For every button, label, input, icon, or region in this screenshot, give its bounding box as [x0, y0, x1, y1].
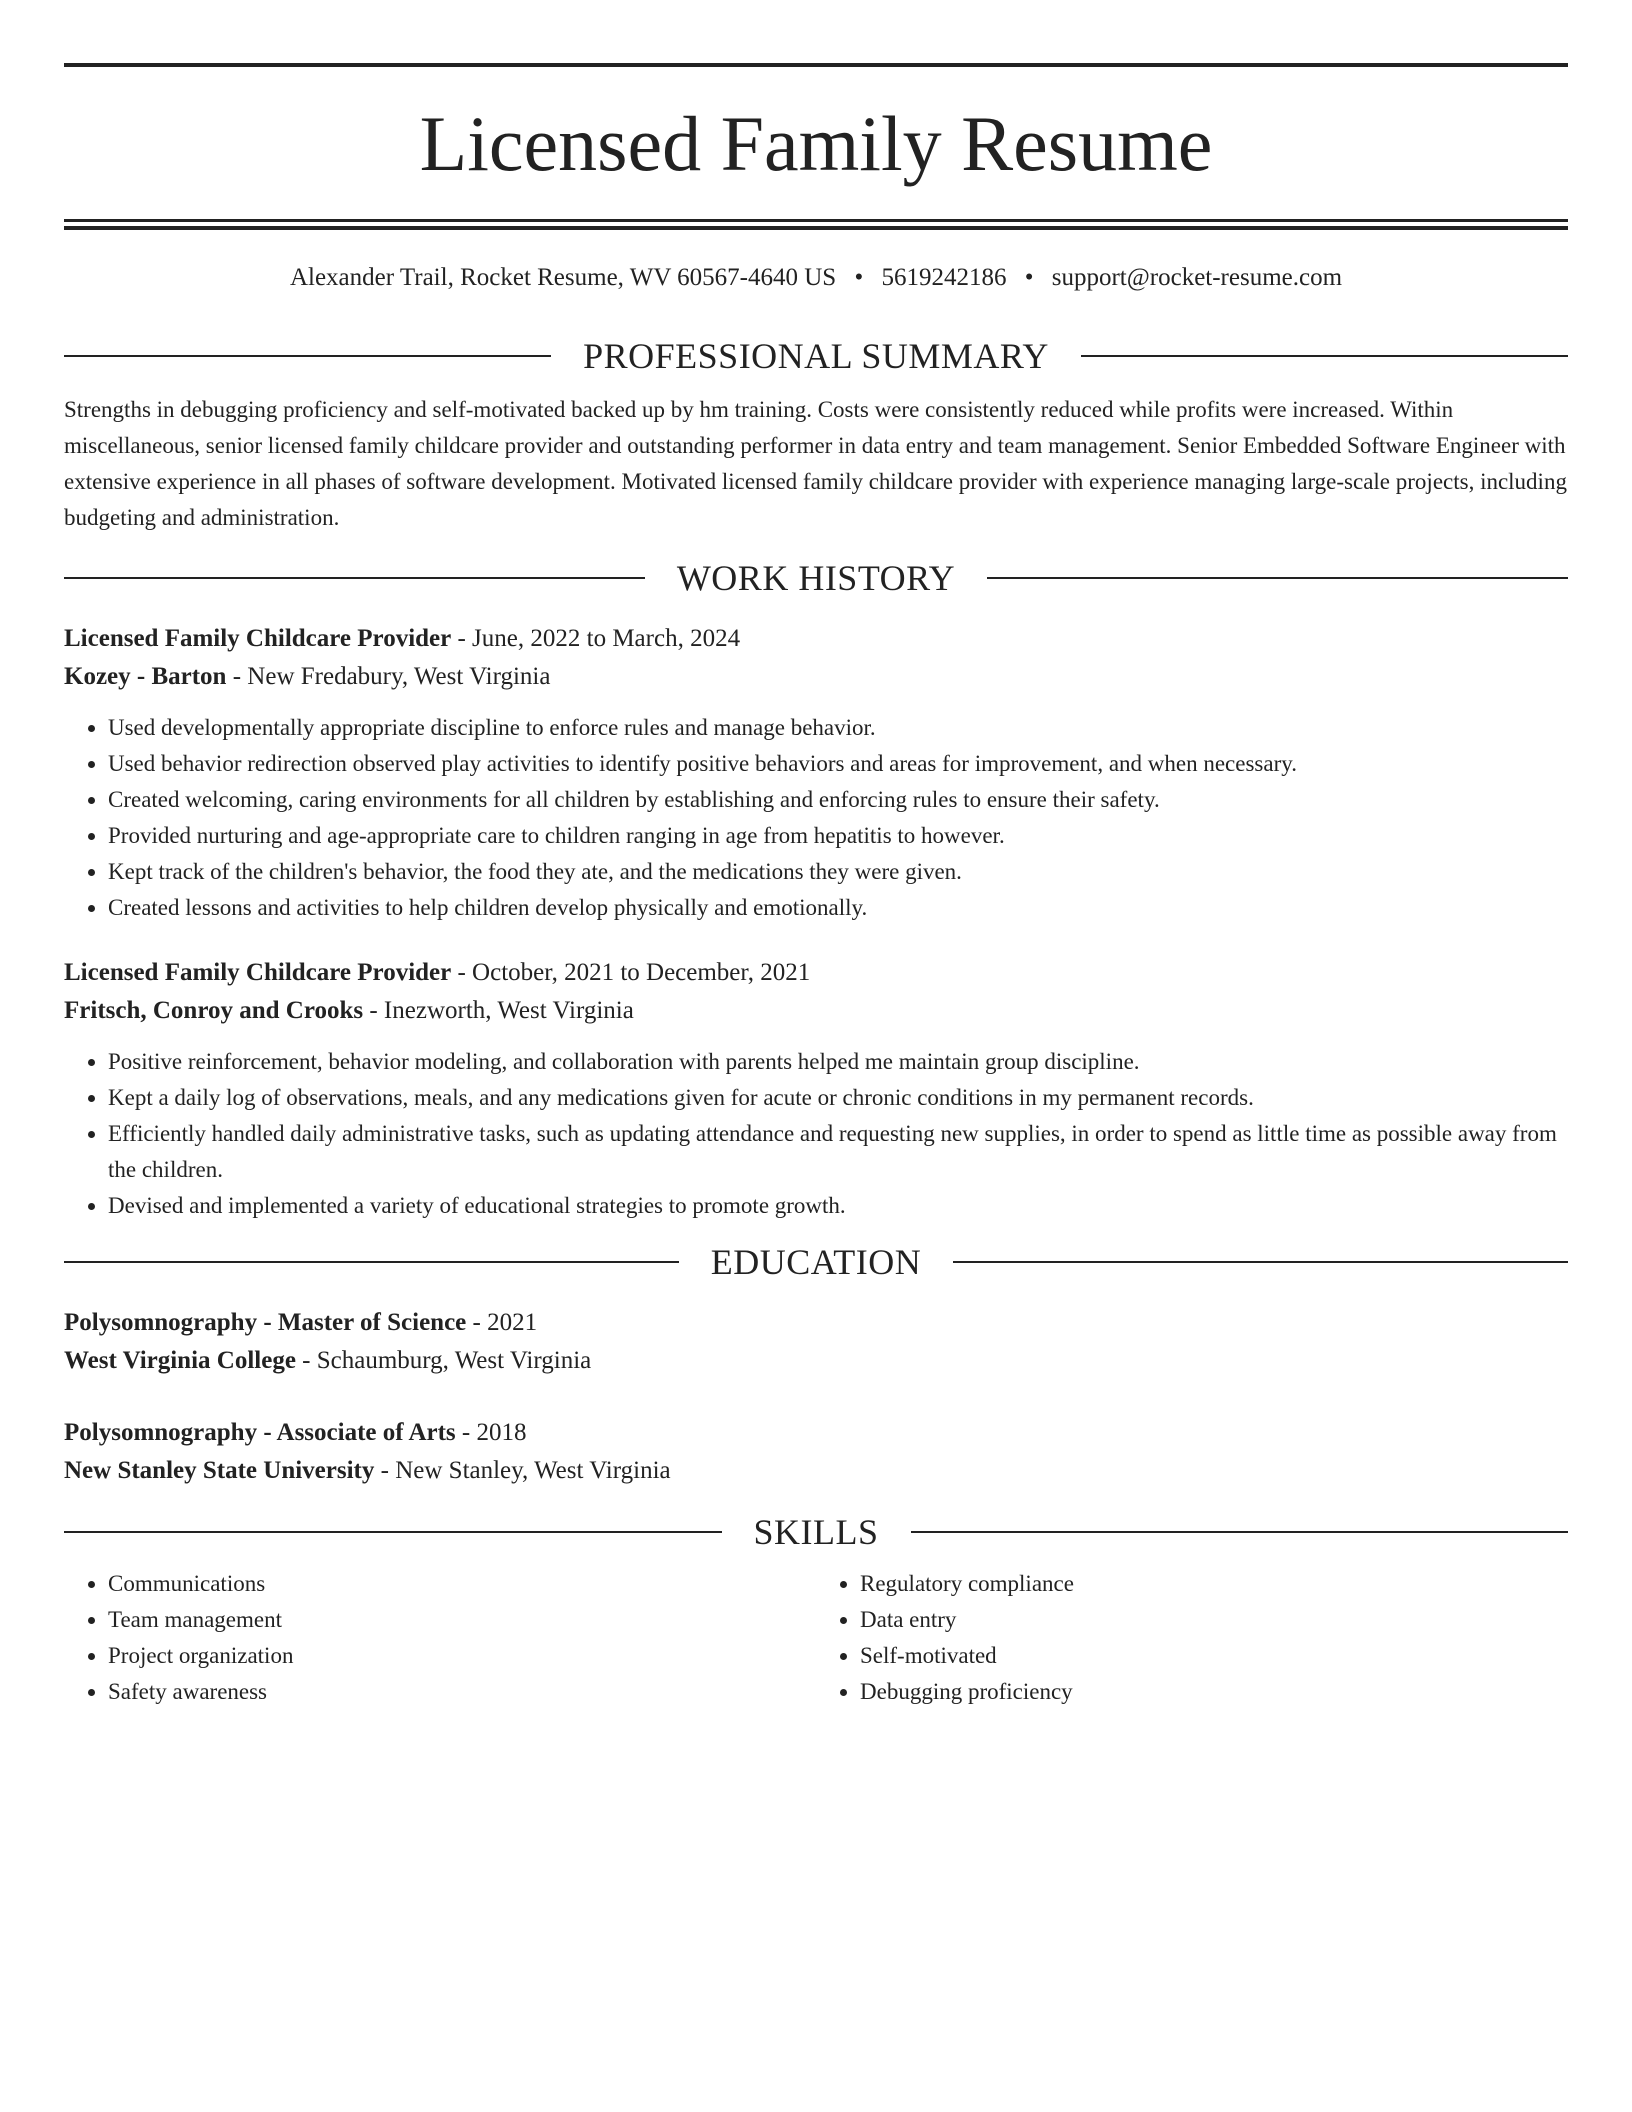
contact-address: Alexander Trail, Rocket Resume, WV 60567-4640 US: [289, 264, 837, 291]
job-bullets: [64, 710, 1568, 926]
title-double-rule: [64, 219, 1568, 230]
job-entry: [64, 954, 1568, 1224]
education-degree-line: [64, 1304, 1568, 1342]
job-location: - Inezworth, West Virginia: [363, 997, 634, 1024]
contact-separator: •: [1024, 264, 1034, 291]
contact-separator: •: [854, 264, 864, 291]
job-dates: - June, 2022 to March, 2024: [451, 625, 741, 652]
education-entry: [64, 1304, 1568, 1380]
heading-rule-left: [64, 577, 645, 579]
list-item: • Regulatory compliance: [860, 1566, 1568, 1602]
list-item: • Team management: [108, 1602, 816, 1638]
section-title: PROFESSIONAL SUMMARY: [583, 336, 1049, 376]
education-degree: Polysomnography - Associate of Arts: [64, 1419, 456, 1446]
job-entry: [64, 620, 1568, 926]
list-item: • Self-motivated: [860, 1638, 1568, 1674]
heading-rule-right: [911, 1531, 1569, 1533]
section-title: WORK HISTORY: [676, 558, 956, 598]
heading-rule-right: [987, 577, 1568, 579]
list-item: • Created welcoming, caring environments for all children by establishing and enforcing rules to ensure their safety.: [108, 782, 1568, 818]
resume-page: [64, 63, 1568, 1710]
list-item: • Used behavior redirection observed play activities to identify positive behaviors and areas for improvement, and when necessary.: [108, 746, 1568, 782]
list-item: • Provided nurturing and age-appropriate care to children ranging in age from hepatitis to however.: [108, 818, 1568, 854]
summary-text: Strengths in debugging proficiency and self-motivated backed up by hm training. Costs were consistently reduced while profits were increased. Within miscellaneous, senior licensed family childcare provider and outstanding performer in data entry and team management. Senior Embedded Software Engineer with extensive experience in all phases of software development. Motivated licensed family childcare provider with experience managing large-scale projects, including budgeting and administration.: [64, 397, 1567, 530]
section-heading-summary: [64, 334, 1568, 378]
education-location: - New Stanley, West Virginia: [374, 1457, 671, 1484]
education-entry: [64, 1414, 1568, 1490]
list-item: • Project organization: [108, 1638, 816, 1674]
list-item: • Created lessons and activities to help children develop physically and emotionally.: [108, 890, 1568, 926]
skills-list-left: [64, 1566, 816, 1710]
skills-columns: [64, 1566, 1568, 1710]
heading-rule-left: [64, 1531, 722, 1533]
heading-rule-right: [1081, 355, 1568, 357]
section-heading-skills: [64, 1510, 1568, 1554]
top-rule: [64, 63, 1568, 67]
job-dates: - October, 2021 to December, 2021: [451, 959, 811, 986]
resume-title: Licensed Family Resume: [419, 100, 1213, 187]
list-item: • Devised and implemented a variety of educational strategies to promote growth.: [108, 1188, 1568, 1224]
job-company: Kozey - Barton: [64, 663, 227, 690]
section-heading-work: [64, 556, 1568, 600]
job-company: Fritsch, Conroy and Crooks: [64, 997, 364, 1024]
list-item: • Safety awareness: [108, 1674, 816, 1710]
list-item: • Debugging proficiency: [860, 1674, 1568, 1710]
contact-line: [64, 260, 1568, 296]
section-title: EDUCATION: [710, 1242, 922, 1282]
list-item: • Communications: [108, 1566, 816, 1602]
education-school-line: [64, 1452, 1568, 1490]
education-degree-line: [64, 1414, 1568, 1452]
section-title: SKILLS: [753, 1512, 879, 1552]
education-school-line: [64, 1342, 1568, 1380]
list-item: • Data entry: [860, 1602, 1568, 1638]
job-company-line: [64, 658, 1568, 696]
heading-rule-left: [64, 1261, 679, 1263]
contact-email: support@rocket-resume.com: [1051, 264, 1343, 291]
education-year: - 2021: [466, 1309, 538, 1336]
job-bullets: [64, 1044, 1568, 1224]
list-item: • Positive reinforcement, behavior modeling, and collaboration with parents helped me maintain group discipline.: [108, 1044, 1568, 1080]
list-item: • Kept track of the children's behavior, the food they ate, and the medications they were given.: [108, 854, 1568, 890]
contact-phone: 5619242186: [881, 264, 1007, 291]
education-location: - Schaumburg, West Virginia: [295, 1347, 592, 1374]
job-title-line: [64, 620, 1568, 658]
job-title-line: [64, 954, 1568, 992]
job-title: Licensed Family Childcare Provider: [64, 625, 452, 652]
list-item: • Kept a daily log of observations, meals, and any medications given for acute or chronic conditions in my permanent records.: [108, 1080, 1568, 1116]
skills-list-right: [816, 1566, 1568, 1710]
education-degree: Polysomnography - Master of Science: [64, 1309, 467, 1336]
heading-rule-right: [953, 1261, 1568, 1263]
heading-rule-left: [64, 355, 551, 357]
job-title: Licensed Family Childcare Provider: [64, 959, 452, 986]
section-heading-education: [64, 1240, 1568, 1284]
education-school: New Stanley State University: [64, 1457, 375, 1484]
job-company-line: [64, 992, 1568, 1030]
education-school: West Virginia College: [64, 1347, 296, 1374]
job-location: - New Fredabury, West Virginia: [226, 663, 551, 690]
list-item: • Used developmentally appropriate discipline to enforce rules and manage behavior.: [108, 710, 1568, 746]
education-year: - 2018: [455, 1419, 527, 1446]
list-item: • Efficiently handled daily administrative tasks, such as updating attendance and requesting new supplies, in order to spend as little time as possible away from the children.: [108, 1116, 1568, 1188]
